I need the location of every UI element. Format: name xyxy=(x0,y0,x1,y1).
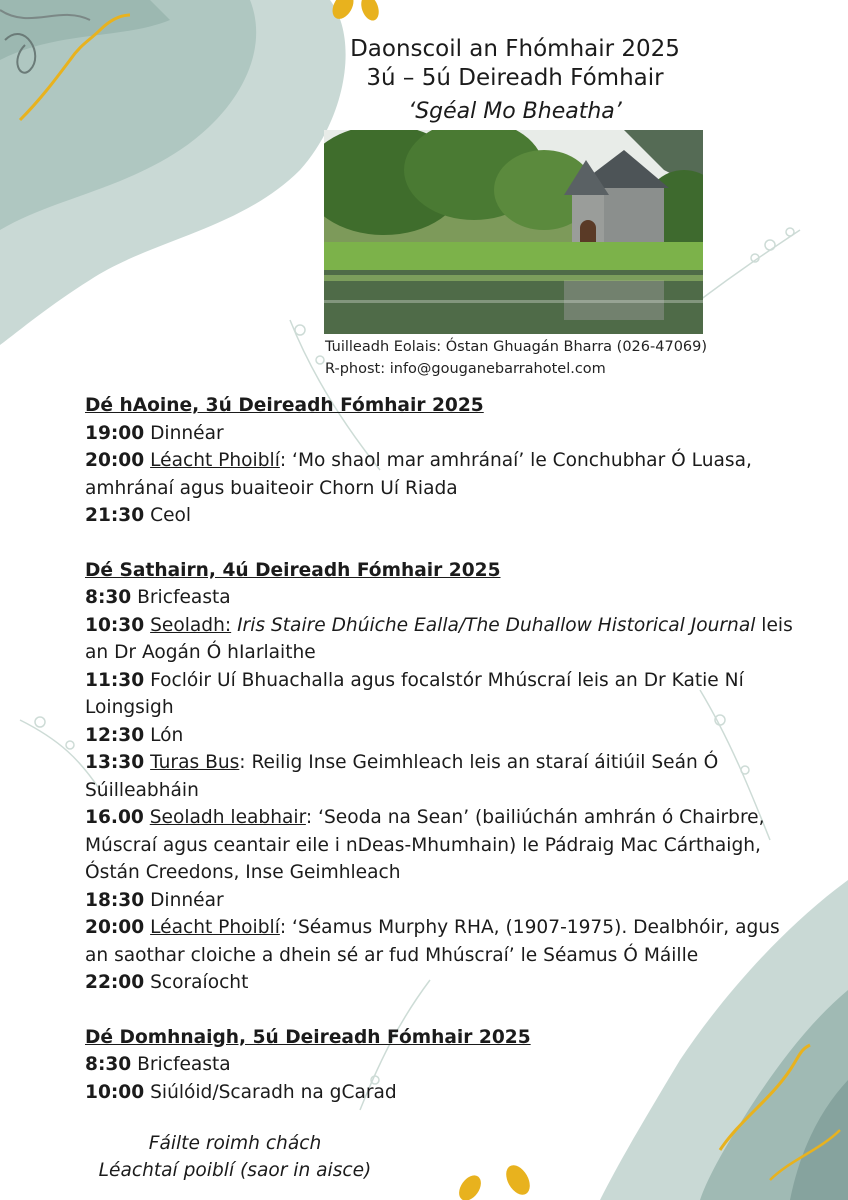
event-time: 19:00 xyxy=(85,422,145,444)
event-time: 13:30 xyxy=(85,752,145,773)
event-item: 10:30 Seoladh: Iris Staire Dhúiche Ealla/The Duhallow Historical Journal leis an Dr Aogán Ó hIarlaithe xyxy=(85,614,793,663)
event-time: 8:30 xyxy=(85,1054,132,1075)
event-item: 20:00 Léacht Phoiblí: ‘Mo shaol mar amhránaí’ le Conchubhar Ó Luasa, amhránaí agus buaiteoir Chorn Uí Riada xyxy=(85,450,752,499)
event-item: 22:00 Scoraíocht xyxy=(85,972,249,993)
event-time: 21:30 xyxy=(85,505,145,526)
event-time: 22:00 xyxy=(85,972,145,993)
event-theme: ‘Sgéal Mo Bheatha’ xyxy=(408,99,622,124)
event-item: 16.00 Seoladh leabhair: ‘Seoda na Sean’ (bailiúchán amhrán ó Chairbre, Múscraí agus ceantair eile i nDeas-Mhumhain) le Pádraig Mac Cárthaigh, Óstán Creedons, Inse Geimhleach xyxy=(85,807,765,883)
footer-free-lectures: Léachtaí poiblí (saor in aisce) xyxy=(98,1160,372,1181)
event-item: 20:00 Léacht Phoiblí: ‘Séamus Murphy RHA, (1907-1975). Dealbhóir, agus an saothar cloiche a dhein sé ar fud Mhúscraí’ le Séamus Ó Máille xyxy=(85,917,780,966)
day-heading: Dé Sathairn, 4ú Deireadh Fómhair 2025 xyxy=(85,559,501,581)
event-label: Seoladh leabhair xyxy=(149,807,306,828)
contact-info: Tuilleadh Eolais: Óstan Ghuagán Bharra (026-47069) xyxy=(325,339,708,355)
event-time: 11:30 xyxy=(85,669,145,691)
journal-title: Iris Staire Dhúiche Ealla/The Duhallow Historical Journal xyxy=(237,614,756,636)
footer-welcome: Fáilte roimh chách xyxy=(148,1133,322,1154)
event-time: 18:30 xyxy=(85,889,145,911)
leaf-icon xyxy=(455,1171,486,1200)
day-heading: Dé hAoine, 3ú Deireadh Fómhair 2025 xyxy=(85,395,484,416)
programme xyxy=(85,392,805,1106)
event-item: 21:30 Ceol xyxy=(85,505,192,526)
event-item: 13:30 Turas Bus: Reilig Inse Geimhleach leis an staraí áitiúil Seán Ó Súilleabháin xyxy=(85,752,719,801)
event-time: 8:30 xyxy=(85,587,132,608)
event-item: 11:30 Foclóir Uí Bhuachalla agus focalstór Mhúscraí leis an Dr Katie Ní Loingsigh xyxy=(85,669,744,718)
event-dates: 3ú – 5ú Deireadh Fómhair xyxy=(366,65,664,91)
event-label: Léacht Phoiblí xyxy=(150,450,280,471)
event-time: 12:30 xyxy=(85,724,145,746)
contact-email: R-phost: info@gouganebarrahotel.com xyxy=(325,361,606,377)
leaf-icon xyxy=(501,1161,534,1199)
event-item: 18:30 Dinnéar xyxy=(85,889,224,911)
event-time: 16.00 xyxy=(85,807,144,828)
event-time: 10:00 xyxy=(85,1081,145,1103)
day-heading: Dé Domhnaigh, 5ú Deireadh Fómhair 2025 xyxy=(85,1026,531,1048)
event-item: 19:00 Dinnéar xyxy=(85,422,224,444)
event-item: 12:30 Lón xyxy=(85,724,184,746)
event-time: 20:00 xyxy=(85,917,145,938)
event-label: Seoladh: xyxy=(150,614,232,636)
event-item: 10:00 Siúlóid/Scaradh na gCarad xyxy=(85,1081,397,1103)
event-label: Turas Bus xyxy=(150,752,240,773)
event-title: Daonscoil an Fhómhair 2025 xyxy=(350,36,680,62)
event-label: Léacht Phoiblí xyxy=(150,917,280,938)
event-time: 10:30 xyxy=(85,614,145,636)
event-time: 20:00 xyxy=(85,450,145,471)
leaf-icon xyxy=(358,0,382,23)
chapel-photo xyxy=(324,130,703,334)
event-item: 8:30 Bricfeasta xyxy=(85,587,231,608)
event-item: 8:30 Bricfeasta xyxy=(85,1054,231,1075)
